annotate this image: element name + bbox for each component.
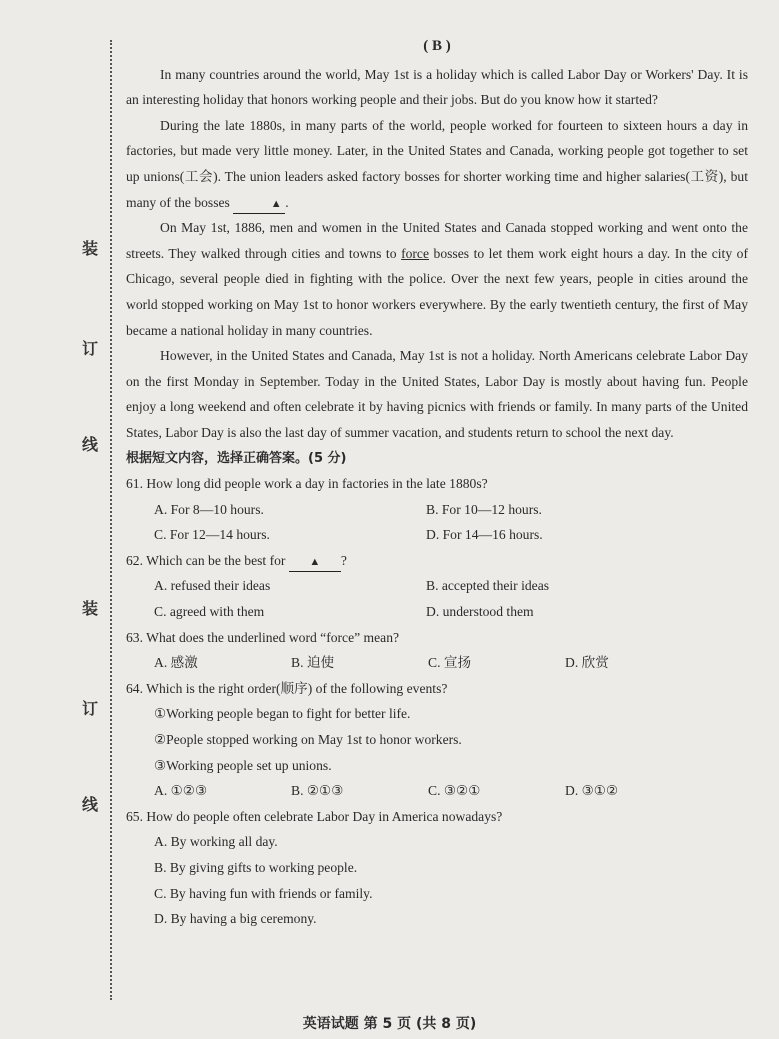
event-item: ③Working people set up unions. [154,757,332,773]
option-a[interactable]: A. 感激 [154,655,198,671]
exam-content [126,34,748,932]
option-a[interactable]: A. By working all day. [154,834,278,850]
event-item: ①Working people began to fight for better life. [154,706,411,722]
option-c[interactable]: C. agreed with them [154,604,265,620]
binding-mark: 装 [82,239,99,258]
page-footer: 英语试题 第 5 页 (共 8 页) [302,1016,477,1032]
event-item: ②People stopped working on May 1st to honor workers. [154,732,462,748]
option-d[interactable]: D. 欣赏 [565,655,609,671]
binding-mark: 线 [82,435,99,454]
answer-blank: ▲ [233,195,285,214]
binding-mark: 线 [82,795,99,814]
option-a[interactable]: A. ①②③ [154,783,208,799]
question-62 [126,548,748,625]
question-stem: 63. What does the underlined word “force” mean? [126,629,400,645]
binding-mark: 订 [82,339,99,358]
passage-paragraph-2: During the late 1880s, in many parts of the world, people worked for fourteen to sixteen hours a day in factories, but made very little money. Later, in the United States and Canada, working people got together to set up unions(工会). The union leaders asked factory bosses for shorter working time and higher salaries(工资), but many of the bosses ▲ . [126,113,748,215]
option-b[interactable]: B. 迫使 [291,655,335,671]
question-stem: 61. How long did people work a day in factories in the late 1880s? [126,476,488,492]
question-stem: 65. How do people often celebrate Labor Day in America nowadays? [126,808,503,824]
option-c[interactable]: C. ③②① [428,783,481,799]
underlined-word: force [401,245,429,261]
option-a[interactable]: A. refused their ideas [154,578,271,594]
option-c[interactable]: C. By having fun with friends or family. [154,885,373,901]
option-d[interactable]: D. By having a big ceremony. [154,911,317,927]
option-c[interactable]: C. For 12—14 hours. [154,527,270,543]
passage-paragraph-1: In many countries around the world, May 1st is a holiday which is called Labor Day or Workers' Day. It is an interesting holiday that honors working people and their jobs. But do you know how it started? [126,66,748,108]
answer-blank: ▲ [289,553,341,572]
binding-mark: 订 [82,699,99,718]
option-c[interactable]: C. 宣扬 [428,655,472,671]
option-d[interactable]: D. For 14—16 hours. [426,527,543,543]
option-d[interactable]: D. understood them [426,604,534,620]
option-a[interactable]: A. For 8—10 hours. [154,501,264,517]
passage-paragraph-4: However, in the United States and Canada, May 1st is not a holiday. North Americans celebrate Labor Day on the first Monday in September. Today in the United States, Labor Day is mostly about having fun. People enjoy a long weekend and often celebrate it by having picnics with friends or family. In many parts of the United States, Labor Day is also the last day of summer vacation, and students return to school the next day. [126,348,748,440]
instruction: 根据短文内容，选择正确答案。(5 分) [126,450,347,466]
question-64 [126,676,748,804]
binding-mark: 装 [82,599,99,618]
option-d[interactable]: D. ③①② [565,783,619,799]
question-stem: 64. Which is the right order(顺序) of the following events? [126,680,448,696]
question-stem: 62. Which can be the best for ▲ ? [126,548,748,574]
option-b[interactable]: B. For 10—12 hours. [426,501,542,517]
question-61 [126,471,748,548]
binding-dotted-line [110,40,112,1000]
question-65 [126,804,748,932]
section-title: ( B ) [423,38,451,54]
question-63 [126,625,748,676]
option-b[interactable]: B. accepted their ideas [426,578,550,594]
option-b[interactable]: B. ②①③ [291,783,344,799]
option-b[interactable]: B. By giving gifts to working people. [154,860,358,875]
passage-paragraph-3: On May 1st, 1886, men and women in the United States and Canada stopped working and went onto the streets. They walked through cities and towns to force bosses to let them work eight hours a day. In the city of Chicago, several people died in fighting with the police. Over the next few years, people in cities around the world stopped working on May 1st to honor workers everywhere. By the early twentieth century, the first of May became a national holiday in many countries. [126,220,748,338]
